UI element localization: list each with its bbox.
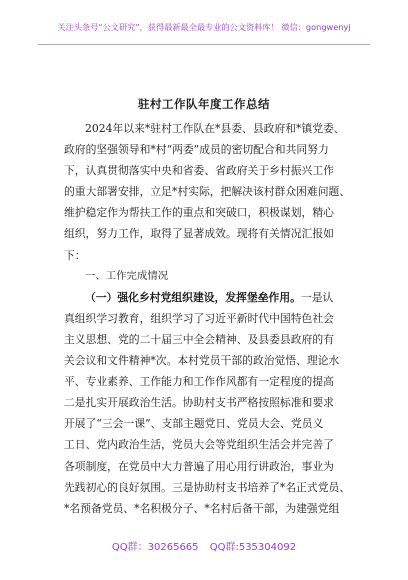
body-line: 真组织学习教育，组织学习了习近平新时代中国特色社会 [64, 311, 334, 325]
body-line: 二是扎实开展政治生活。协助村支书严格按照标准和要求 [64, 396, 334, 410]
body-line: 下： [64, 248, 86, 262]
section-heading: 一、工作完成情况 [85, 269, 169, 282]
body-line: 平、专业素养、工作能力和工作作风都有一定程度的提高 [64, 375, 334, 389]
document-body [64, 118, 356, 519]
body-line: 2024年以来*驻村工作队在*县委、县政府和*镇党委、 [85, 122, 345, 135]
document-title: 驻村工作队年度工作总结 [138, 97, 270, 111]
header-divider [38, 44, 370, 45]
body-line: 政府的坚强领导和*村“两委”成员的密切配合和共同努力 [64, 143, 329, 157]
body-line: 主义思想、党的二十届三中全会精神、及县委县政府的有 [64, 332, 334, 346]
body-line: 先践初心的良好氛围。三是协助村支书培养了*名正式党员、 [64, 480, 351, 494]
body-run: 一是认 [300, 290, 334, 304]
body-line: 开展了“三会一课”、支部主题党日、党员大会、党员义 [64, 417, 324, 431]
header-banner: 关注头条号“公文研究”，获得最新最全最专业的公文资料库！ 微信：gongwenyj [57, 22, 351, 32]
subsection-heading: （一）强化乡村党组织建设，发挥堡垒作用。 [85, 290, 301, 304]
body-line: *名预备党员、*名积极分子、*名村后备干部，为建强党组 [64, 501, 340, 515]
body-line: 下，认真贯彻落实中央和省委、省政府关于乡村振兴工作 [64, 164, 334, 178]
footer-qq-group-2: QQ群:535304092 [209, 542, 297, 553]
body-line: 关会议和文件精神*次。本村党员干部的政治觉悟、理论水 [64, 354, 340, 368]
subsection-line [64, 287, 356, 308]
body-line: 工日、党内政治生活，党员大会等党组织生活会并完善了 [64, 438, 334, 452]
body-line: 组织，努力工作，取得了显著成效。现将有关情况汇报如 [64, 227, 334, 241]
body-line: 维护稳定作为帮扶工作的重点和突破口，积极谋划，精心 [64, 206, 334, 220]
footer-qq-group-1: QQ群：30265665 [111, 542, 199, 553]
body-line: 各项制度，在党员中大力普遍了用心用行讲政治，事业为 [64, 459, 334, 473]
footer-contact [0, 538, 408, 553]
body-line: 的重大部署安排，立足*村实际，把解决该村群众困难问题、 [64, 185, 351, 199]
